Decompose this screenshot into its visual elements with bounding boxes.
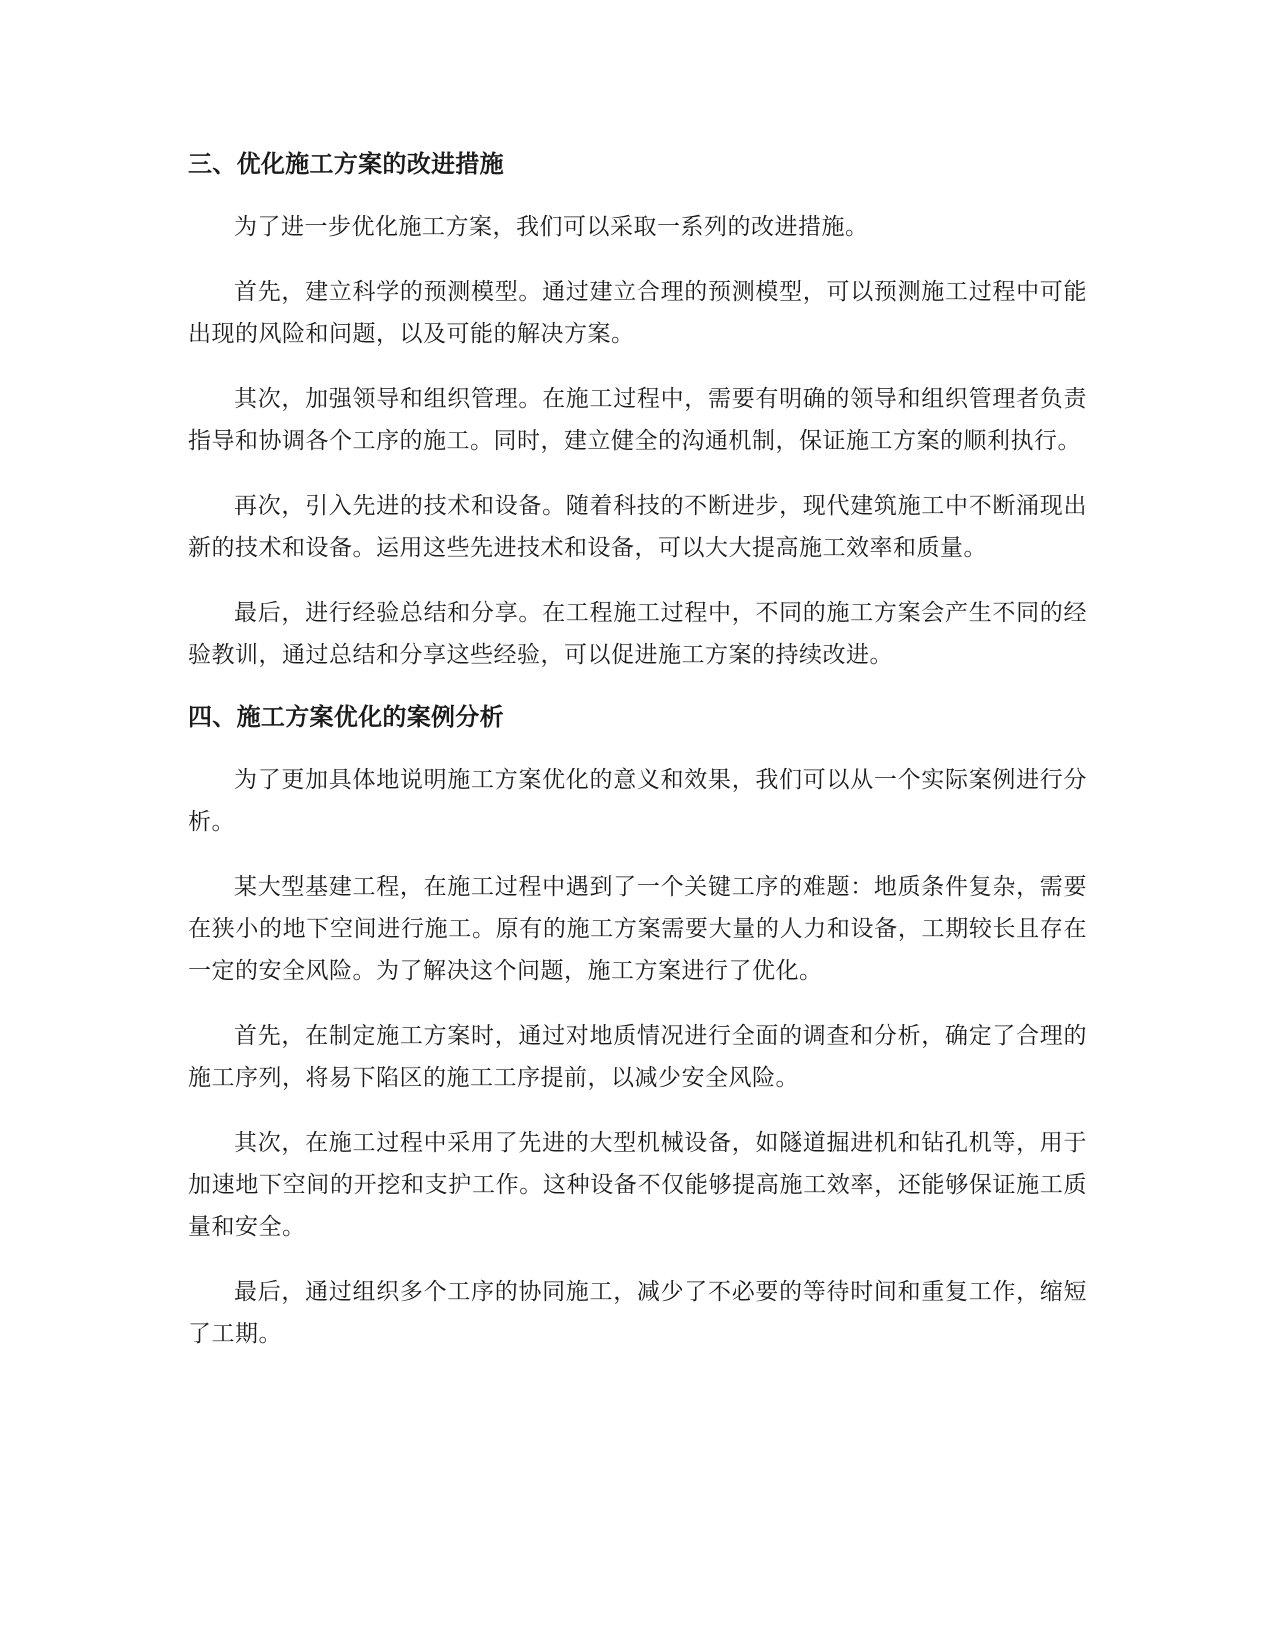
section-case-analysis bbox=[188, 699, 1087, 1355]
paragraph: 最后，通过组织多个工序的协同施工，减少了不必要的等待时间和重复工作，缩短了工期。 bbox=[188, 1279, 1087, 1347]
paragraph: 首先，在制定施工方案时，通过对地质情况进行全面的调查和分析，确定了合理的施工序列，将易下陷区的施工工序提前，以减少安全风险。 bbox=[188, 1023, 1087, 1091]
paragraph: 为了更加具体地说明施工方案优化的意义和效果，我们可以从一个实际案例进行分析。 bbox=[188, 767, 1087, 835]
paragraph: 最后，进行经验总结和分享。在工程施工过程中，不同的施工方案会产生不同的经验教训，通过总结和分享这些经验，可以促进施工方案的持续改进。 bbox=[188, 600, 1087, 668]
section-improvement-measures bbox=[188, 146, 1087, 676]
paragraph: 某大型基建工程，在施工过程中遇到了一个关键工序的难题：地质条件复杂，需要在狭小的地下空间进行施工。原有的施工方案需要大量的人力和设备，工期较长且存在一定的安全风险。为了解决这个问题，施工方案进行了优化。 bbox=[188, 874, 1087, 984]
paragraph: 再次，引入先进的技术和设备。随着科技的不断进步，现代建筑施工中不断涌现出新的技术和设备。运用这些先进技术和设备，可以大大提高施工效率和质量。 bbox=[188, 493, 1087, 561]
paragraph: 其次，加强领导和组织管理。在施工过程中，需要有明确的领导和组织管理者负责指导和协调各个工序的施工。同时，建立健全的沟通机制，保证施工方案的顺利执行。 bbox=[188, 386, 1087, 454]
paragraph: 为了进一步优化施工方案，我们可以采取一系列的改进措施。 bbox=[234, 214, 869, 240]
paragraph: 首先，建立科学的预测模型。通过建立合理的预测模型，可以预测施工过程中可能出现的风险和问题，以及可能的解决方案。 bbox=[188, 279, 1087, 347]
section-heading: 四、施工方案优化的案例分析 bbox=[188, 703, 504, 731]
section-heading: 三、优化施工方案的改进措施 bbox=[188, 150, 504, 178]
paragraph: 其次，在施工过程中采用了先进的大型机械设备，如隧道掘进机和钻孔机等，用于加速地下空间的开挖和支护工作。这种设备不仅能够提高施工效率，还能够保证施工质量和安全。 bbox=[188, 1130, 1087, 1240]
